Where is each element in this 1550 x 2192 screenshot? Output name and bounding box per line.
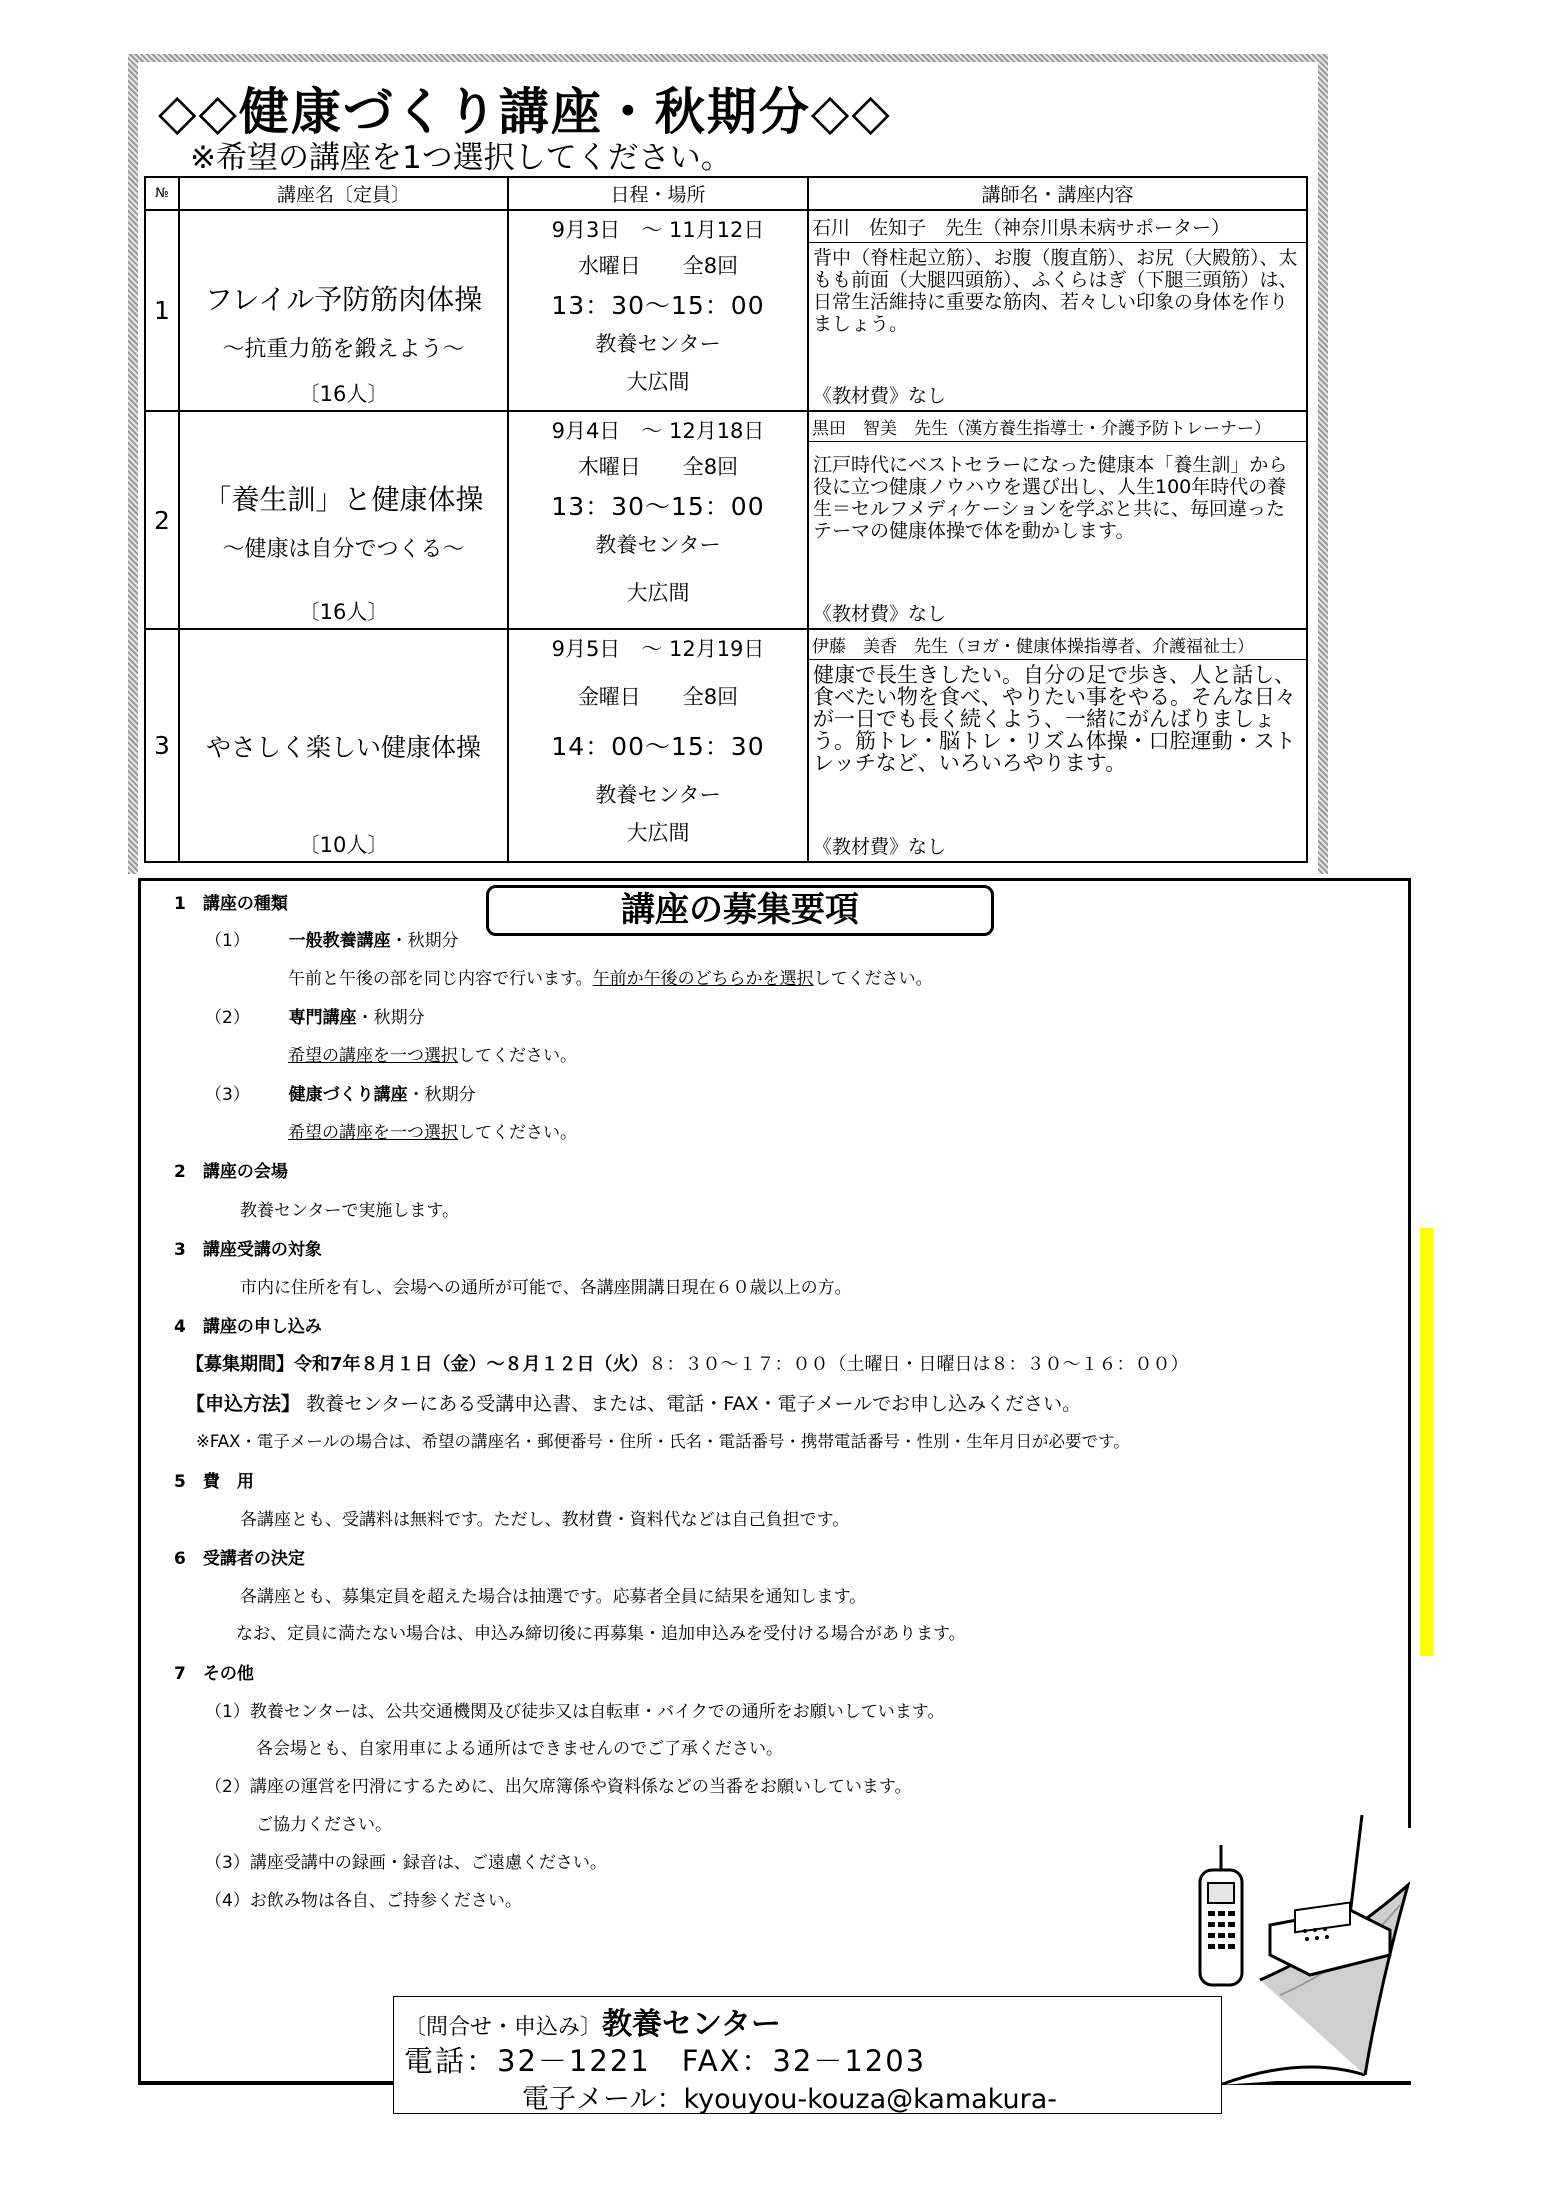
instructor-cell — [808, 210, 1307, 411]
schedule-day: 金曜日 全8回 — [577, 685, 739, 709]
application-method — [186, 1389, 1081, 1416]
contact-org: 教養センター — [602, 2007, 781, 2042]
page-title: ◇◇健康づくり講座・秋期分◇◇ — [158, 83, 892, 141]
header-instructor: 講師名・講座内容 — [808, 177, 1307, 210]
instructor-cell — [808, 411, 1307, 629]
header-no: № — [145, 177, 179, 210]
course-capacity: 〔16人〕 — [298, 382, 389, 406]
schedule-cell — [508, 411, 808, 629]
method-text: 教養センターにある受講申込書、または、電話・FAX・電子メールでお申し込みください。 — [306, 1393, 1082, 1415]
schedule-place: 教養センター — [595, 533, 721, 557]
period-dates: 令和7年８月１日（金）～８月１２日（火） — [294, 1354, 649, 1375]
course-name-cell — [179, 210, 508, 411]
method-label: 【申込方法】 — [186, 1393, 301, 1415]
item-title: 一般教養講座 — [288, 931, 391, 951]
schedule-cell — [508, 210, 808, 411]
material-fee: 《教材費》なし — [813, 385, 947, 407]
section-text: （4）お飲み物は各自、ご持参ください。 — [205, 1891, 522, 1911]
section-text: （2）講座の運営を円滑にするために、出欠席簿係や資料係などの当番をお願いしています。 — [205, 1777, 912, 1797]
note-underline: 希望の講座を一つ選択 — [288, 1123, 458, 1143]
instructor-cell — [808, 629, 1307, 862]
schedule-time: 13：30～15：00 — [551, 492, 765, 521]
schedule-place: 教養センター — [595, 332, 721, 356]
schedule-room: 大広間 — [626, 370, 690, 394]
course-capacity: 〔16人〕 — [298, 600, 389, 624]
table-row — [145, 210, 1307, 411]
section-text: 各会場とも、自家用車による通所はできませんのでご了承ください。 — [256, 1739, 783, 1759]
requirements-title: 講座の募集要項 — [486, 885, 994, 936]
period-hours: ８：３０～１７：００（土曜日・日曜日は８：３０～１６：００） — [648, 1354, 1189, 1375]
section-text: なお、定員に満たない場合は、申込み締切後に再募集・追加申込みを受付ける場合があります。 — [236, 1624, 966, 1644]
row-no: 1 — [145, 210, 179, 411]
section-heading: 3 講座受講の対象 — [174, 1240, 322, 1260]
course-table — [144, 176, 1308, 863]
contact-box — [393, 1996, 1222, 2114]
contact-label: 〔問合せ・申込み〕 — [404, 2015, 603, 2040]
section-text: ご協力ください。 — [256, 1815, 392, 1835]
schedule-date: 9月3日 ～ 11月12日 — [551, 218, 765, 242]
section-heading: 1 講座の種類 — [174, 894, 288, 914]
table-header-row — [145, 177, 1307, 210]
requirements-frame-right — [1408, 878, 1411, 1828]
material-fee: 《教材費》なし — [813, 836, 947, 858]
section-heading: 2 講座の会場 — [174, 1162, 288, 1182]
page-subtitle: ※希望の講座を1つ選択してください。 — [190, 140, 732, 176]
note-underline: 希望の講座を一つ選択 — [288, 1046, 458, 1066]
section-text: 各講座とも、受講料は無料です。ただし、教材費・資料代などは自己負担です。 — [240, 1510, 850, 1530]
section-text: 市内に住所を有し、会場への通所が可能で、各講座開講日現在６０歳以上の方。 — [240, 1278, 852, 1298]
contact-phone-fax: 電話：32－1221 FAX：32－1203 — [404, 2044, 927, 2078]
header-schedule: 日程・場所 — [508, 177, 808, 210]
item-number: （3） — [205, 1085, 250, 1105]
list-item-note — [288, 964, 933, 989]
list-item-note — [288, 1118, 577, 1143]
schedule-date: 9月4日 ～ 12月18日 — [551, 419, 765, 443]
item-title: 健康づくり講座 — [288, 1085, 408, 1105]
course-name: フレイル予防筋肉体操 — [204, 283, 483, 316]
table-row — [145, 411, 1307, 629]
item-suffix: ・秋期分 — [356, 1008, 425, 1028]
section-text: （3）講座受講中の録画・録音は、ご遠慮ください。 — [205, 1853, 607, 1873]
section-text: 各講座とも、募集定員を超えた場合は抽選です。応募者全員に結果を通知します。 — [240, 1587, 867, 1607]
note-text: してください。 — [458, 1046, 577, 1066]
row-no: 3 — [145, 629, 179, 862]
contact-heading — [404, 1999, 781, 2043]
row-no: 2 — [145, 411, 179, 629]
list-item — [205, 926, 459, 951]
section-text: （1）教養センターは、公共交通機関及び徒歩又は自転車・バイクでの通所をお願いしています。 — [205, 1702, 945, 1722]
list-item — [205, 1003, 425, 1028]
note-text: 午前と午後の部を同じ内容で行います。 — [288, 969, 593, 989]
item-suffix: ・秋期分 — [390, 931, 459, 951]
course-name-cell — [179, 629, 508, 862]
application-note: ※FAX・電子メールの場合は、希望の講座名・郵便番号・住所・氏名・電話番号・携帯電話番号・性別・生年月日が必要です。 — [196, 1432, 1130, 1451]
instructor-name: 黒田 智美 先生（漢方養生指導士・介護予防トレーナー） — [809, 412, 1306, 442]
instructor-name: 石川 佐知子 先生（神奈川県未病サポーター） — [809, 211, 1306, 243]
course-description: 背中（脊柱起立筋）、お腹（腹直筋）、お尻（大殿筋）、太もも前面（大腿四頭筋）、ふくらはぎ（下腿三頭筋）は、日常生活維持に重要な筋肉、若々しい印象の身体を作りましょう。 — [813, 247, 1298, 335]
schedule-place: 教養センター — [595, 783, 721, 807]
section-heading: 6 受講者の決定 — [174, 1549, 305, 1569]
course-name-cell — [179, 411, 508, 629]
section-heading: 4 講座の申し込み — [174, 1317, 322, 1337]
course-description: 健康で長生きしたい。自分の足で歩き、人と話し、食べたい物を食べ、やりたい事をやる。そんな日々が一日でも長く続くよう、一緒にがんばりましょう。筋トレ・脳トレ・リズム体操・口腔運動・ストレッチなど、いろいろやります。 — [813, 663, 1296, 775]
schedule-cell — [508, 629, 808, 862]
item-number: （2） — [205, 1008, 250, 1028]
course-capacity: 〔10人〕 — [298, 833, 389, 857]
schedule-day: 水曜日 全8回 — [577, 254, 739, 278]
schedule-room: 大広間 — [626, 581, 690, 605]
header-name: 講座名〔定員〕 — [179, 177, 508, 210]
instructor-name: 伊藤 美香 先生（ヨガ・健康体操指導者、介護福祉士） — [809, 630, 1306, 660]
course-subtitle: ～健康は自分でつくる～ — [222, 536, 465, 562]
course-name: やさしく楽しい健康体操 — [205, 732, 481, 762]
item-title: 専門講座 — [288, 1008, 357, 1028]
item-suffix: ・秋期分 — [407, 1085, 476, 1105]
list-item — [205, 1080, 476, 1105]
telephone-fax-icon — [1190, 1805, 1410, 2085]
schedule-time: 13：30～15：00 — [551, 291, 765, 320]
section-heading: 7 その他 — [174, 1664, 254, 1684]
table-row — [145, 629, 1307, 862]
course-description: 江戸時代にベストセラーになった健康本「養生訓」から役に立つ健康ノウハウを選び出し、人生100年時代の養生＝セルフメディケーションを学ぶと共に、毎回違ったテーマの健康体操で体を動かします。 — [813, 454, 1288, 542]
list-item-note — [288, 1041, 577, 1066]
course-subtitle: ～抗重力筋を鍛えよう～ — [222, 337, 465, 362]
course-frame-inner — [138, 62, 1318, 874]
material-fee: 《教材費》なし — [813, 603, 947, 625]
period-label: 【募集期間】 — [186, 1354, 294, 1375]
note-underline: 午前か午後のどちらかを選択 — [592, 969, 814, 989]
contact-email[interactable]: 電子メール：kyouyou-kouza@kamakura- — [522, 2084, 1057, 2115]
course-name: 「養生訓」と健康体操 — [203, 482, 484, 516]
schedule-room: 大広間 — [626, 821, 690, 845]
note-text: してください。 — [458, 1123, 577, 1143]
section-heading: 5 費 用 — [174, 1472, 254, 1492]
schedule-time: 14：00～15：30 — [551, 732, 765, 761]
highlight-bar — [1420, 1228, 1433, 1656]
section-text: 教養センターで実施します。 — [240, 1201, 459, 1221]
course-frame — [128, 54, 1328, 874]
schedule-date: 9月5日 ～ 12月19日 — [551, 637, 765, 661]
item-number: （1） — [205, 931, 250, 951]
note-text: してください。 — [813, 969, 933, 989]
application-period — [186, 1350, 1189, 1376]
schedule-day: 木曜日 全8回 — [577, 455, 739, 479]
